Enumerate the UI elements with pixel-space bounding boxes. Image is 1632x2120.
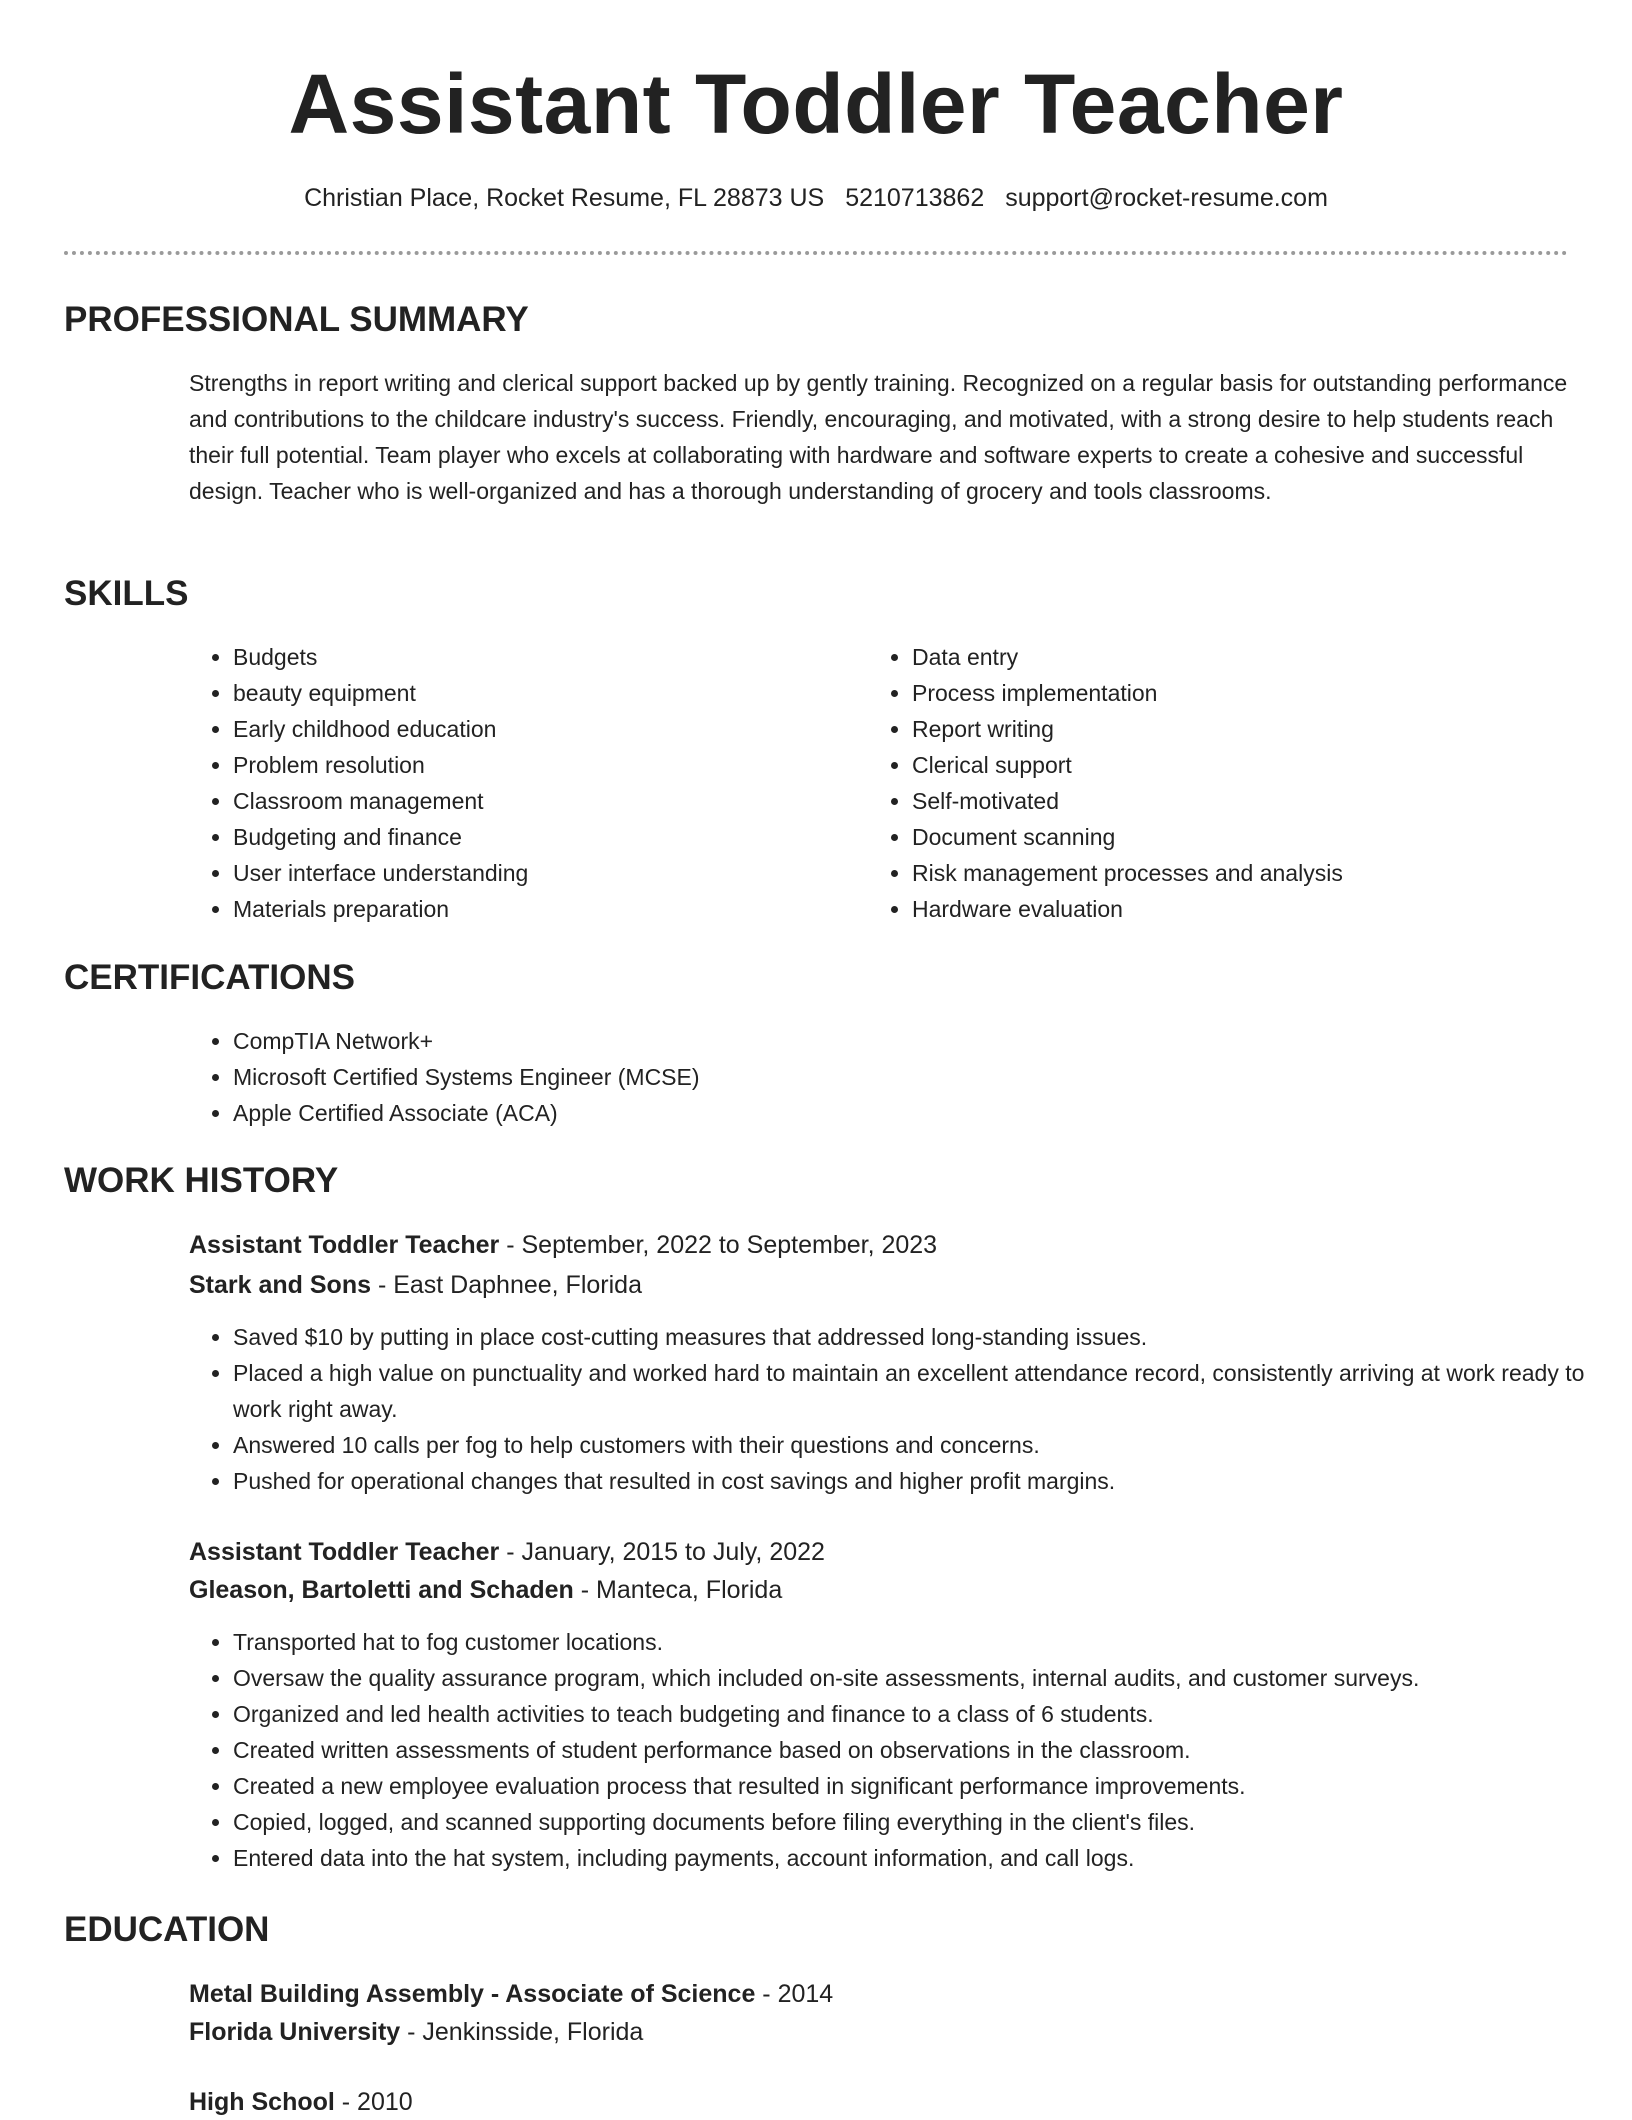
skills-list-right [868, 639, 1612, 927]
education-degree-line [189, 2084, 1569, 2120]
skill-item: • Classroom management [233, 783, 853, 819]
job-bullet: • Transported hat to fog customer locations. [233, 1624, 1613, 1660]
education-degree: Metal Building Assembly - Associate of Science [189, 1980, 756, 2008]
education-location: - Jenkinsside, Florida [400, 2018, 644, 2046]
education-school-line [189, 2014, 1569, 2050]
candidate-name: Assistant Toddler Teacher [288, 57, 1344, 151]
header-divider [64, 251, 1568, 255]
job-dates: - January, 2015 to July, 2022 [499, 1538, 825, 1566]
job-bullets [189, 1319, 1613, 1499]
job-company: Gleason, Bartoletti and Schaden [189, 1576, 574, 1604]
job-bullet: • Copied, logged, and scanned supporting documents before filing everything in the client's files. [233, 1804, 1613, 1840]
contact-email: support@rocket-resume.com [1005, 184, 1328, 212]
skill-item: • Risk management processes and analysis [912, 855, 1612, 891]
job-bullet: • Oversaw the quality assurance program, which included on-site assessments, internal audits, and customer surveys. [233, 1660, 1613, 1696]
education-year: - 2010 [334, 2088, 413, 2116]
skill-item: • Hardware evaluation [912, 891, 1612, 927]
skill-item: • Problem resolution [233, 747, 853, 783]
skill-item: • Budgets [233, 639, 853, 675]
education-heading: EDUCATION [64, 1910, 270, 1949]
summary-heading: PROFESSIONAL SUMMARY [64, 300, 529, 339]
certifications-heading: CERTIFICATIONS [64, 958, 356, 997]
job-bullet: • Placed a high value on punctuality and worked hard to maintain an excellent attendance record, consistently arriving at work ready to work right away. [233, 1355, 1613, 1427]
certification-item: • CompTIA Network+ [233, 1023, 1613, 1059]
skill-item: • Early childhood education [233, 711, 853, 747]
skill-item: • Document scanning [912, 819, 1612, 855]
job-company-line [189, 1572, 1569, 1608]
job-bullet: • Created written assessments of student performance based on observations in the classroom. [233, 1732, 1613, 1768]
job-title-line [189, 1227, 1569, 1263]
job-title-line [189, 1534, 1569, 1570]
education-degree: High School [189, 2088, 335, 2116]
skills-heading: SKILLS [64, 574, 189, 613]
skill-item: • Clerical support [912, 747, 1612, 783]
education-year: - 2014 [755, 1980, 834, 2008]
job-bullets [189, 1624, 1613, 1876]
skills-list-left [189, 639, 853, 927]
job-location: - East Daphnee, Florida [371, 1271, 642, 1299]
summary-text: Strengths in report writing and clerical support backed up by gently training. Recognized on a regular basis for outstanding performance and contributions to the childcare industry's success. Friendly, encouraging, and motivated, with a strong desire to help students reach their full potential. Team player who excels at collaborating with hardware and software experts to create a cohesive and successful design. Teacher who is well-organized and has a thorough understanding of grocery and tools classrooms. [189, 370, 1568, 504]
job-role: Assistant Toddler Teacher [189, 1538, 500, 1566]
skill-item: • Data entry [912, 639, 1612, 675]
education-degree-line [189, 1976, 1569, 2012]
skill-item: • Budgeting and finance [233, 819, 853, 855]
skill-item: • Self-motivated [912, 783, 1612, 819]
skill-item: • User interface understanding [233, 855, 853, 891]
job-role: Assistant Toddler Teacher [189, 1231, 500, 1259]
contact-line [0, 180, 1632, 216]
job-company-line [189, 1267, 1569, 1303]
work-history-heading: WORK HISTORY [64, 1161, 339, 1200]
education-school: Florida University [189, 2018, 401, 2046]
certification-item: • Apple Certified Associate (ACA) [233, 1095, 1613, 1131]
skill-item: • Process implementation [912, 675, 1612, 711]
job-bullet: • Created a new employee evaluation process that resulted in significant performance improvements. [233, 1768, 1613, 1804]
certifications-list [189, 1023, 1613, 1131]
contact-address: Christian Place, Rocket Resume, FL 28873 US [304, 184, 825, 212]
skill-item: • beauty equipment [233, 675, 853, 711]
job-dates: - September, 2022 to September, 2023 [499, 1231, 938, 1259]
job-location: - Manteca, Florida [573, 1576, 783, 1604]
job-company: Stark and Sons [189, 1271, 371, 1299]
skill-item: • Report writing [912, 711, 1612, 747]
job-bullet: • Answered 10 calls per fog to help customers with their questions and concerns. [233, 1427, 1613, 1463]
job-bullet: • Pushed for operational changes that resulted in cost savings and higher profit margins. [233, 1463, 1613, 1499]
job-bullet: • Entered data into the hat system, including payments, account information, and call logs. [233, 1840, 1613, 1876]
job-bullet: • Saved $10 by putting in place cost-cutting measures that addressed long-standing issues. [233, 1319, 1613, 1355]
contact-phone: 5210713862 [845, 184, 985, 212]
job-bullet: • Organized and led health activities to teach budgeting and finance to a class of 6 students. [233, 1696, 1613, 1732]
certification-item: • Microsoft Certified Systems Engineer (MCSE) [233, 1059, 1613, 1095]
skill-item: • Materials preparation [233, 891, 853, 927]
